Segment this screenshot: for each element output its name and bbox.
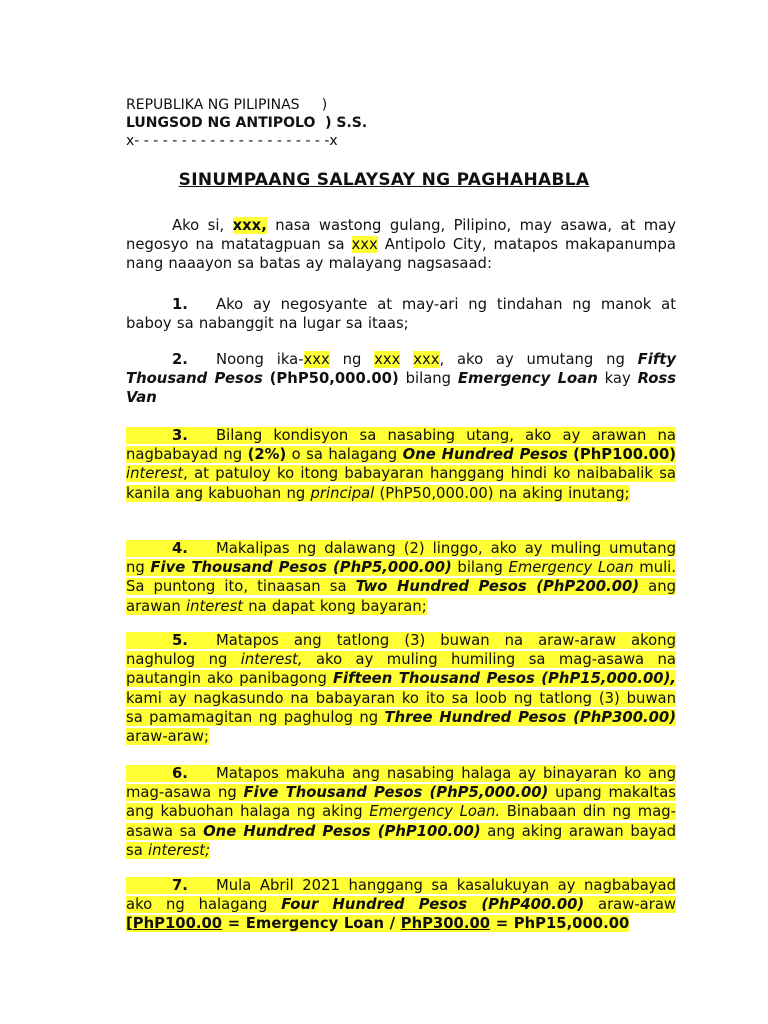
name-placeholder: xxx, [232,217,267,234]
intro-paragraph: Ako si, xxx, nasa wastong gulang, Pilipino, may asawa, at may negosyo na matatagpuan sa xxx Antipolo City, matapos makapanumpa nang naaayon sa batas ay malayang nagsasaad: [126,217,676,273]
document-title: SINUMPAANG SALAYSAY NG PAGHAHABLA [178,170,590,190]
header-republic: REPUBLIKA NG PILIPINAS ) [126,97,328,113]
header-separator: x- - - - - - - - - - - - - - - - - - - - -x [126,133,338,149]
address-placeholder: xxx [351,236,378,254]
paragraph-1: 1. Ako ay negosyante at may-ari ng tindahan ng manok at baboy sa nabanggit na lugar sa itaas; [126,296,676,333]
paragraph-3: 3. Bilang kondisyon sa nasabing utang, ako ay arawan na nagbabayad ng (2%) o sa halagang One Hundred Pesos (PhP100.00) interest, at patuloy ko itong babayaran hanggang hindi ko naibabalik sa kanila ang kabuohan ng principal (PhP50,000.00) na aking inutang; [126,427,677,502]
paragraph-2: 2. Noong ika-xxx ng xxx xxx, ako ay umutang ng Fifty Thousand Pesos (PhP50,000.00) bilang Emergency Loan kay Ross Van [126,351,676,407]
paragraph-5: 5. Matapos ang tatlong (3) buwan na araw-araw akong naghulog ng interest, ako ay muling humiling sa mag-asawa na pautangin ako panibagong Fifteen Thousand Pesos (PhP15,000.00), kami ay nagkasundo na babayaran ko ito sa loob ng tatlong (3) buwan sa pamamagitan ng paghulog ng Three Hundred Pesos (PhP300.00) araw-araw; [126,632,676,746]
header-city: LUNGSOD NG ANTIPOLO ) S.S. [126,115,368,131]
paragraph-4: 4. Makalipas ng dalawang (2) linggo, ako ay muling umutang ng Five Thousand Pesos (PhP5,000.00) bilang Emergency Loan muli. Sa puntong ito, tinaasan sa Two Hundred Pesos (PhP200.00) ang arawan interest na dapat kong bayaran; [126,540,676,615]
paragraph-6: 6. Matapos makuha ang nasabing halaga ay binayaran ko ang mag-asawa ng Five Thousand Pesos (PhP5,000.00) upang makaltas ang kabuohan halaga ng aking Emergency Loan. Binabaan din ng mag-asawa sa One Hundred Pesos (PhP100.00) ang aking arawan bayad sa interest; [126,765,676,859]
paragraph-7: 7. Mula Abril 2021 hanggang sa kasalukuyan ay nagbabayad ako ng halagang Four Hundred Pesos (PhP400.00) araw-araw [PhP100.00 = Emergency Loan / PhP300.00 = PhP15,000.00 [126,877,677,933]
